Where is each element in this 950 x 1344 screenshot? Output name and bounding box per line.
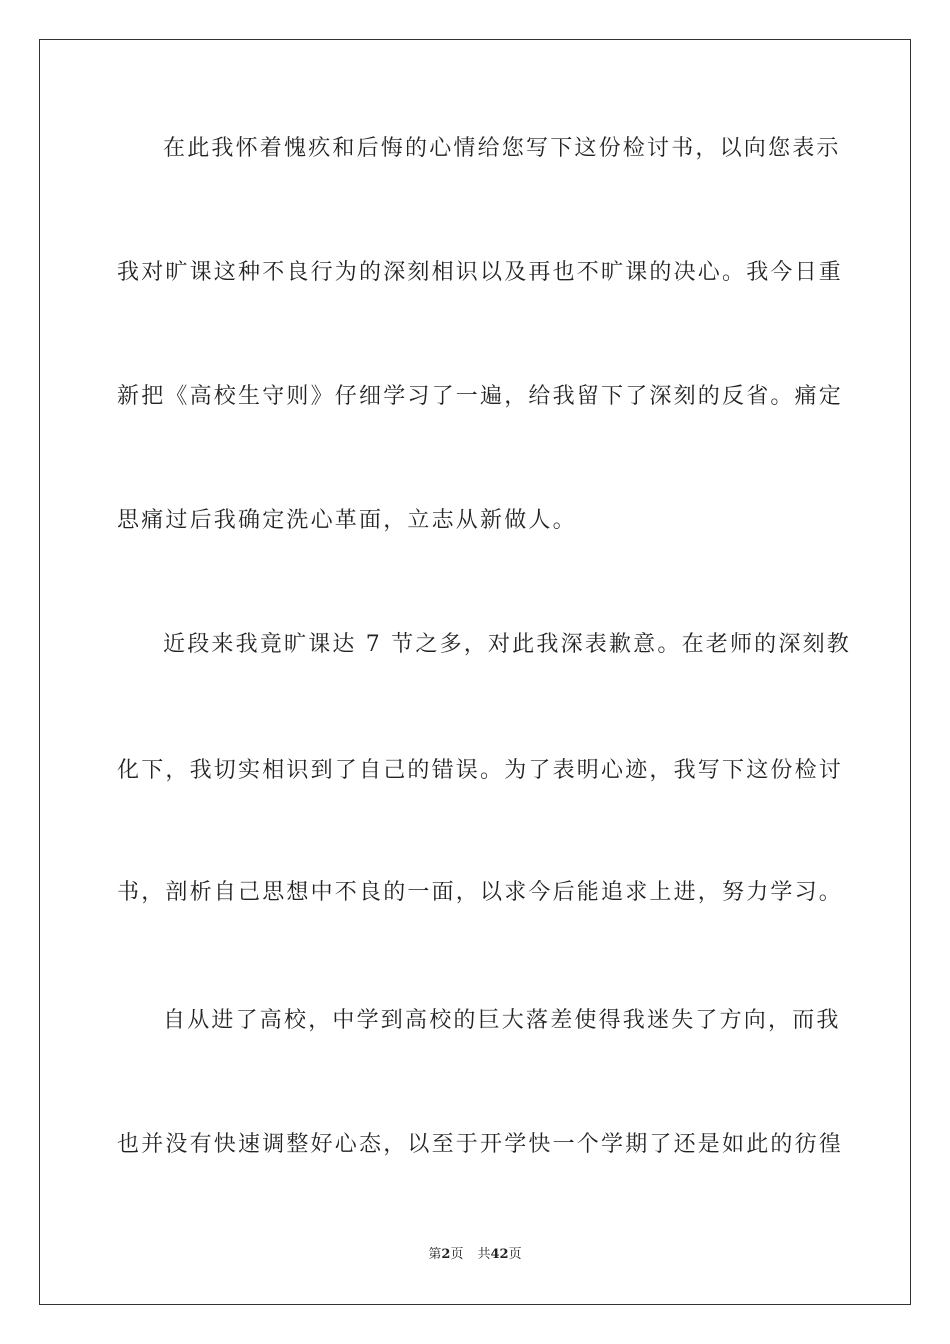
- paragraph-1-line-3: 新把《高校生守则》仔细学习了一遍，给我留下了深刻的反省。痛定: [117, 384, 844, 409]
- total-pages: 42: [490, 1247, 509, 1262]
- total-prefix: 共: [477, 1247, 491, 1262]
- paragraph-1-line-1: 在此我怀着愧疚和后悔的心情给您写下这份检讨书，以向您表示: [163, 136, 841, 161]
- paragraph-2-line-2: 化下，我切实相识到了自己的错误。为了表明心迹，我写下这份检讨: [117, 758, 844, 783]
- paragraph-2-line-1: 近段来我竟旷课达 7 节之多，对此我深表歉意。在老师的深刻教: [163, 632, 851, 657]
- page-prefix: 第: [428, 1247, 442, 1262]
- page-border: [39, 39, 911, 1305]
- paragraph-1-line-2: 我对旷课这种不良行为的深刻相识以及再也不旷课的决心。我今日重: [117, 260, 844, 285]
- paragraph-3-line-2: 也并没有快速调整好心态，以至于开学快一个学期了还是如此的彷徨: [117, 1132, 844, 1157]
- page-footer: [0, 1246, 950, 1264]
- page-number: 2: [441, 1247, 451, 1262]
- paragraph-2-line-3: 书，剖析自己思想中不良的一面，以求今后能追求上进，努力学习。: [117, 880, 844, 905]
- page-suffix: 页: [450, 1247, 464, 1262]
- total-suffix: 页: [508, 1247, 522, 1262]
- paragraph-1-line-4: 思痛过后我确定洗心革面，立志从新做人。: [117, 508, 577, 533]
- paragraph-3-line-1: 自从进了高校，中学到高校的巨大落差使得我迷失了方向，而我: [163, 1008, 841, 1033]
